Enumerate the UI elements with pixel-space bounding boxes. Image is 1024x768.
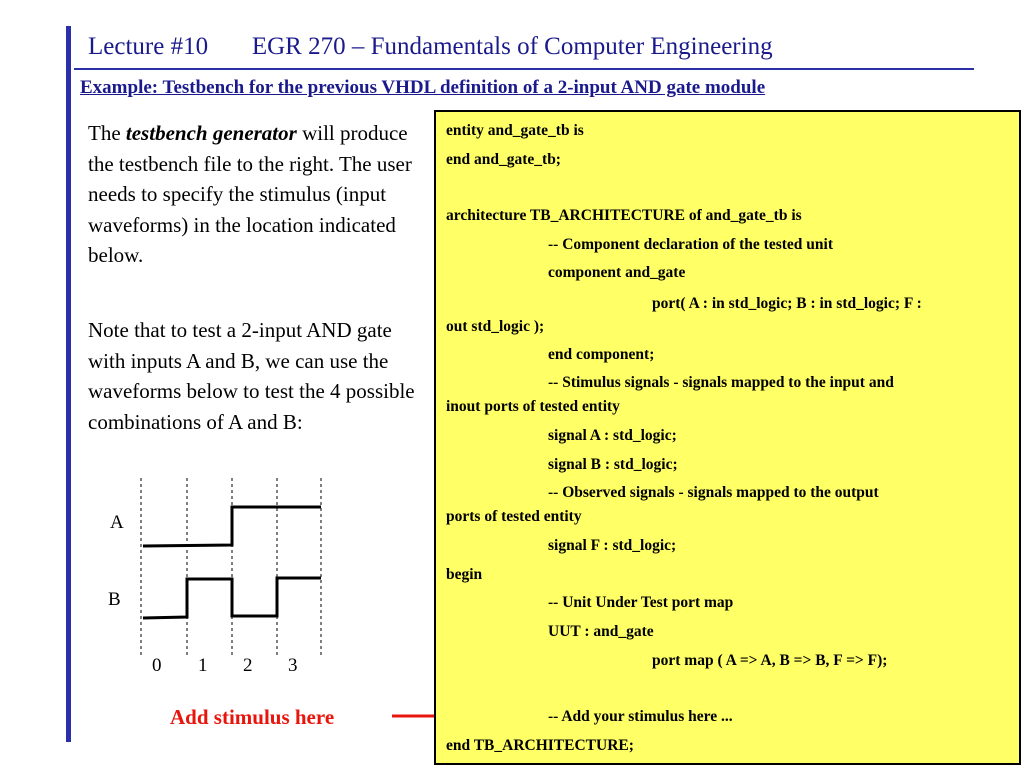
time-label: 0 — [152, 655, 162, 676]
code-line: end component; — [548, 346, 655, 363]
code-line: signal F : std_logic; — [548, 537, 677, 554]
code-line: inout ports of tested entity — [446, 398, 620, 415]
add-stimulus-label: Add stimulus here — [170, 705, 335, 729]
code-line: port( A : in std_logic; B : in std_logic; F : — [652, 295, 922, 312]
slide-title: Lecture #10 EGR 270 – Fundamentals of Computer Engineering — [88, 33, 773, 60]
code-line: -- Add your stimulus here ... — [548, 708, 733, 725]
code-line: port map ( A => A, B => B, F => F); — [652, 652, 888, 669]
code-line: component and_gate — [548, 264, 686, 281]
time-label: 2 — [243, 655, 253, 676]
code-line: -- Unit Under Test port map — [548, 594, 734, 611]
code-line: ports of tested entity — [446, 508, 582, 525]
code-line: architecture TB_ARCHITECTURE of and_gate_tb is — [446, 207, 802, 224]
code-line: -- Component declaration of the tested unit — [548, 236, 834, 253]
signal-a-label: A — [110, 512, 124, 533]
note-paragraph: Note that to test a 2-input AND gate with inputs A and B, we can use the waveforms below to test the 4 possible combinations of A and B: — [88, 318, 415, 434]
code-line: end and_gate_tb; — [446, 151, 561, 168]
intro-text-start: The — [88, 121, 126, 145]
signal-b-label: B — [108, 589, 121, 610]
code-line: -- Observed signals - signals mapped to the output — [548, 484, 879, 501]
intro-text-end: will produce the testbench file to the right. The user needs to specify the stimulus (input waveforms) in the location indicated below. — [88, 121, 412, 267]
code-line: begin — [446, 566, 483, 583]
signal-a-waveform — [143, 507, 321, 546]
code-line: -- Stimulus signals - signals mapped to the input and — [548, 374, 894, 391]
code-line: end TB_ARCHITECTURE; — [446, 737, 634, 754]
time-label: 3 — [288, 655, 298, 676]
time-label: 1 — [198, 655, 208, 676]
intro-emphasis: testbench generator — [125, 121, 297, 145]
signal-b-waveform — [143, 578, 321, 618]
code-line: signal B : std_logic; — [548, 456, 678, 473]
testbench-code-box — [434, 110, 1021, 765]
code-line: out std_logic ); — [446, 318, 545, 335]
code-line: UUT : and_gate — [548, 623, 654, 640]
code-line: signal A : std_logic; — [548, 427, 677, 444]
slide-subtitle: Example: Testbench for the previous VHDL definition of a 2-input AND gate module — [80, 77, 766, 98]
code-line: entity and_gate_tb is — [446, 122, 584, 139]
